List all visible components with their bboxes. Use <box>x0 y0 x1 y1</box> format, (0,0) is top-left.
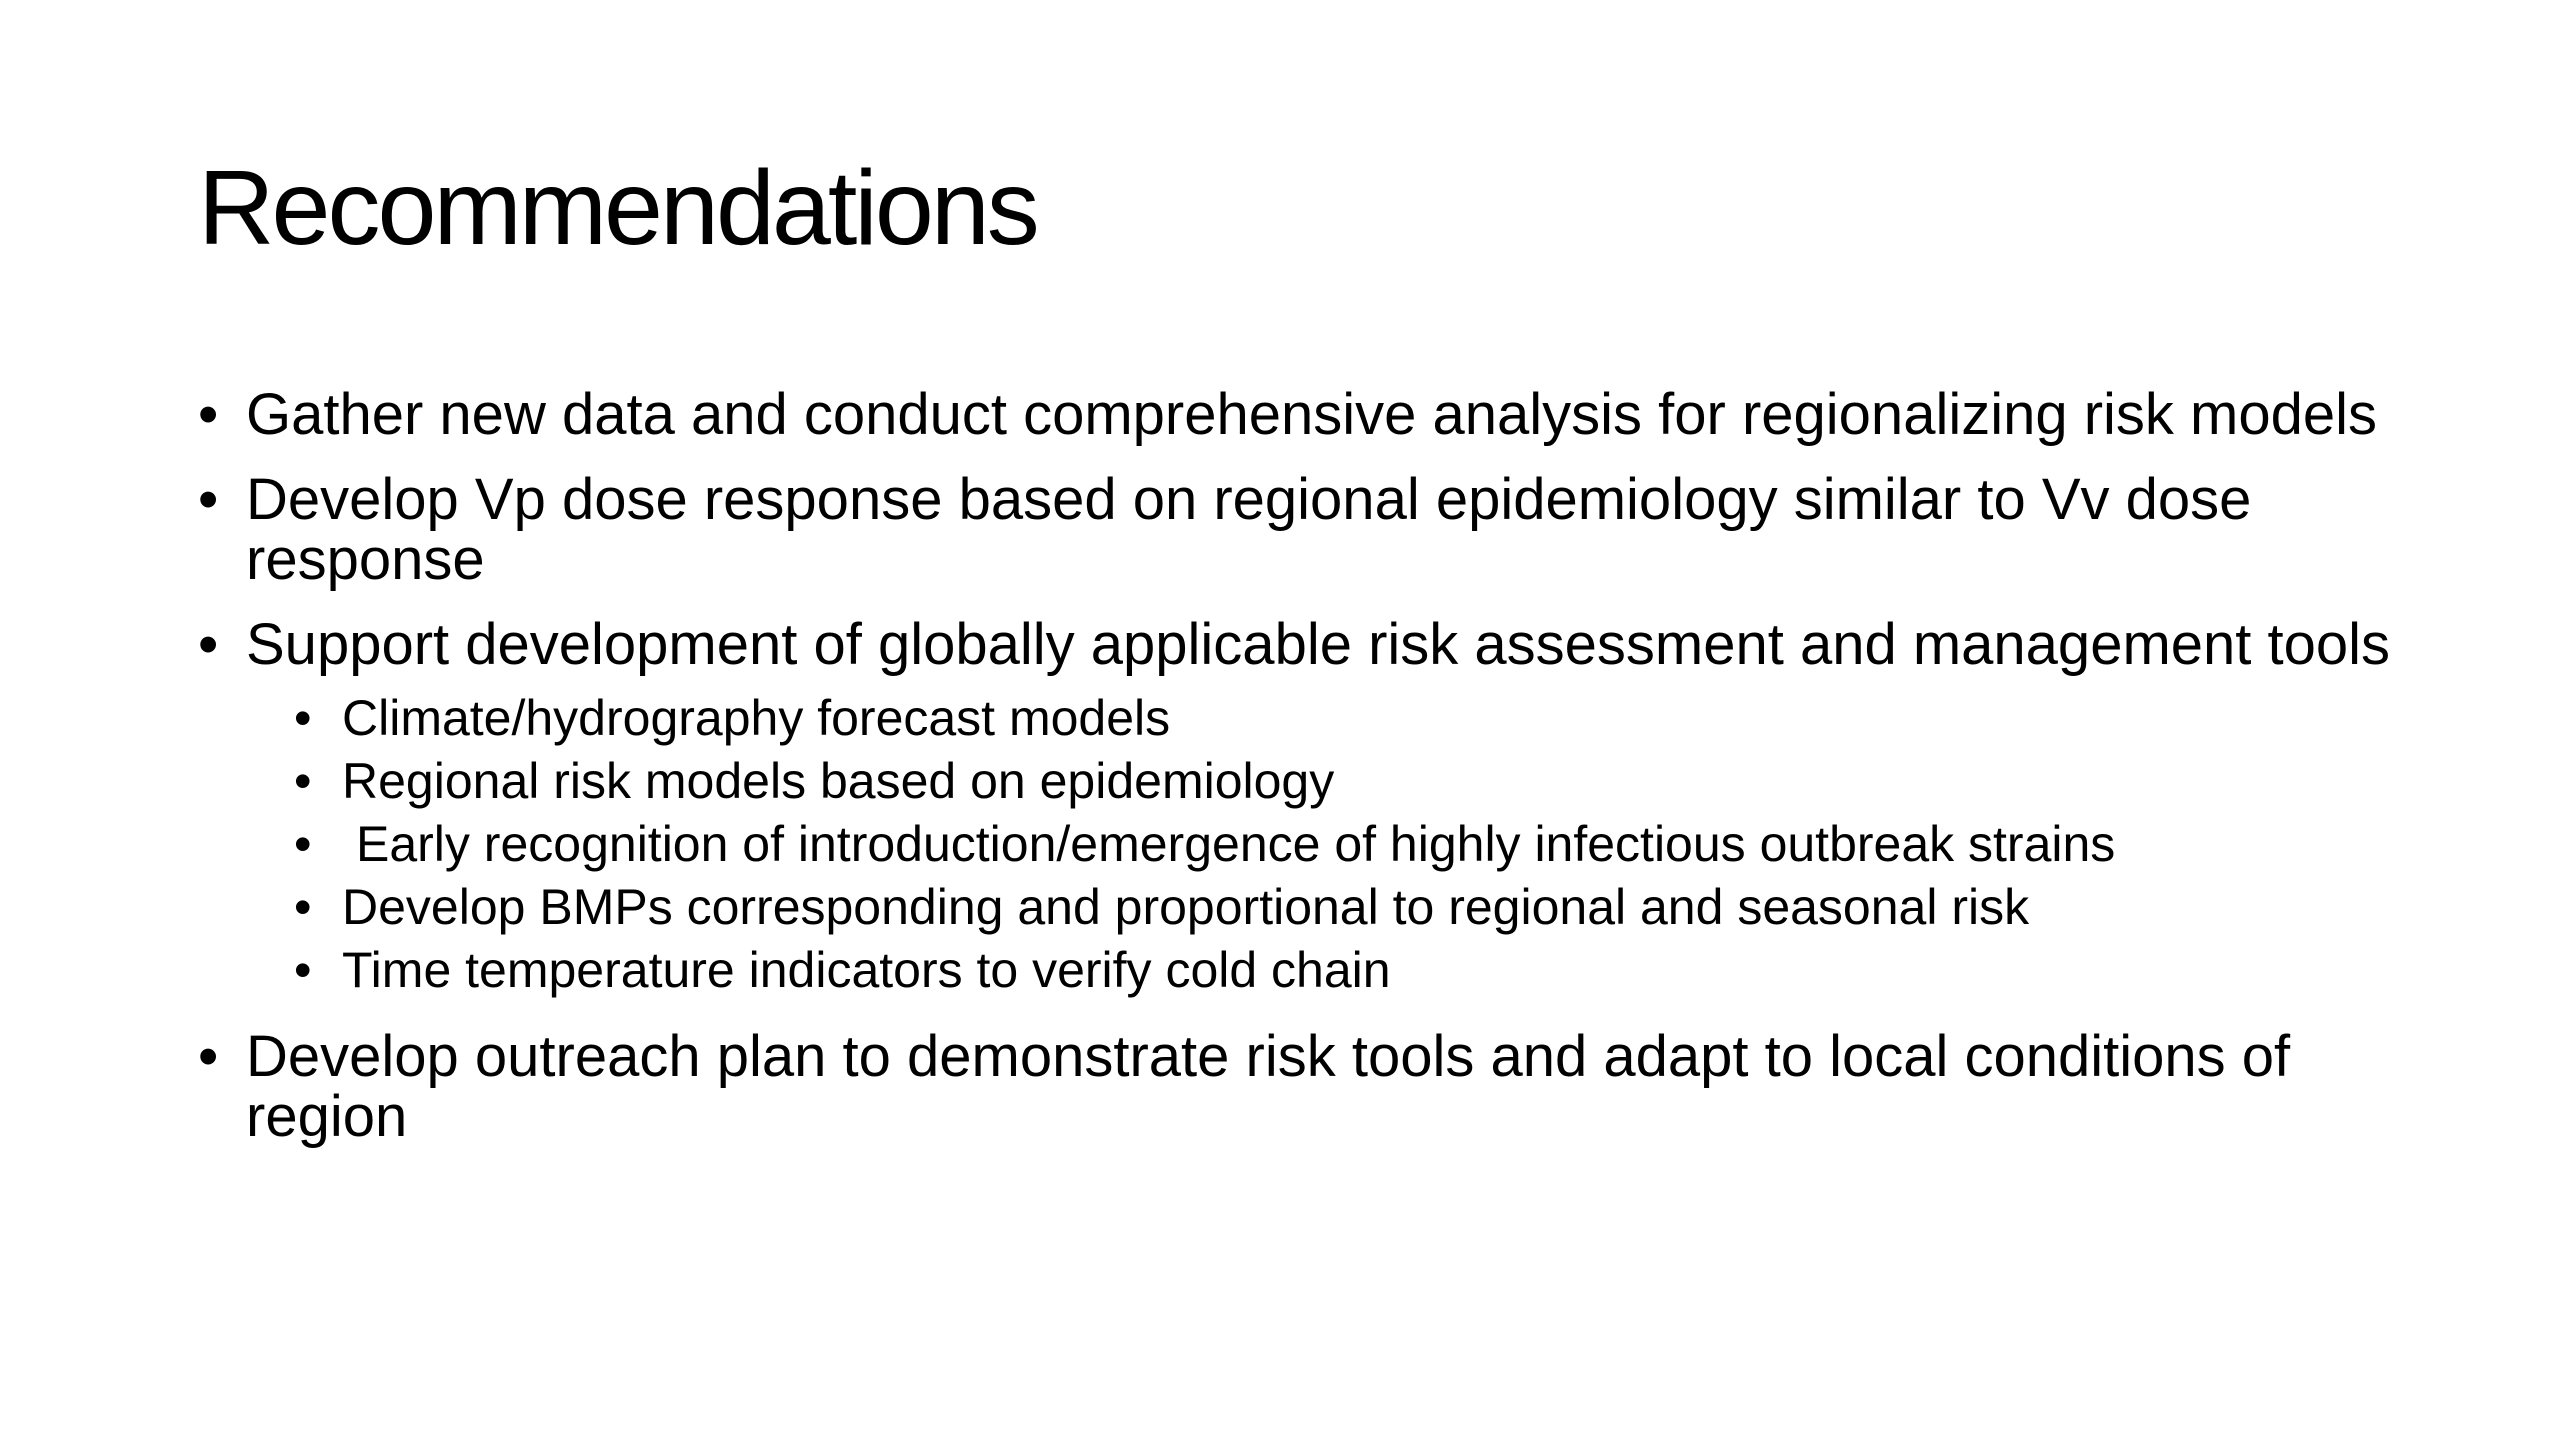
bullet-text: Support development of globally applicable risk assessment and management tools <box>246 612 2391 677</box>
sub-bullet-text: Develop BMPs corresponding and proportional to regional and seasonal risk <box>342 879 2030 935</box>
sub-bullet-text: Climate/hydrography forecast models <box>342 690 1171 746</box>
sub-bullet-text: Time temperature indicators to verify cold chain <box>342 942 1391 998</box>
bullet-item <box>198 382 2398 447</box>
sub-bullet-item <box>294 750 2398 813</box>
bullet-item <box>198 612 2398 1002</box>
bullet-text: Develop outreach plan to demonstrate risk tools and adapt to local conditions of region <box>246 1024 2291 1149</box>
sub-bullet-item <box>294 876 2398 939</box>
slide-title: Recommendations <box>198 149 1037 267</box>
bullet-item <box>198 1024 2398 1149</box>
sub-bullet-item <box>294 687 2398 750</box>
bullet-list <box>198 382 2398 1172</box>
bullet-text: Develop Vp dose response based on regional epidemiology similar to Vv dose response <box>246 467 2252 592</box>
bullet-item <box>198 467 2398 592</box>
bullet-text: Gather new data and conduct comprehensive analysis for regionalizing risk models <box>246 382 2378 447</box>
sub-bullet-text: Regional risk models based on epidemiology <box>342 753 1335 809</box>
sub-bullet-item <box>294 813 2398 876</box>
sub-bullet-text: Early recognition of introduction/emergence of highly infectious outbreak strains <box>356 816 2116 872</box>
sub-bullet-list <box>294 687 2398 1002</box>
sub-bullet-item <box>294 939 2398 1002</box>
